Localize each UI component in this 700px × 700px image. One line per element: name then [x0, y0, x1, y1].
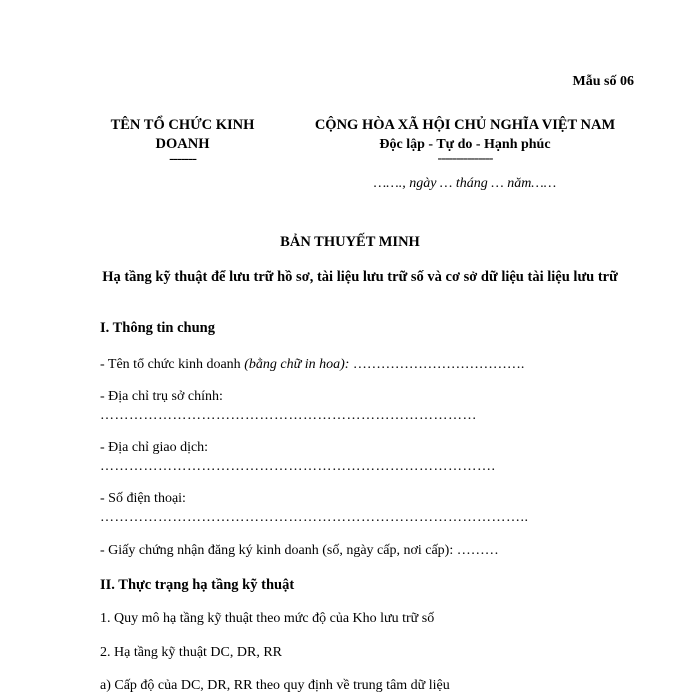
head-office-dots: ……………………………………………………………………: [100, 408, 477, 423]
business-name-dots: ……………………………….: [349, 357, 525, 372]
phone-label: - Số điện thoại:: [100, 491, 186, 506]
organization-underline: -------: [169, 151, 196, 167]
phone-dots: ……………………………………………………………………………..: [100, 510, 529, 525]
form-number: Mẫu số 06: [572, 74, 634, 89]
national-header: [295, 116, 635, 164]
transaction-address-dots: ……………………………………………………………………….: [100, 459, 496, 474]
section-heading-general-info: I. Thông tin chung: [100, 320, 215, 336]
organization-header: [105, 116, 260, 167]
business-name-hint: (bằng chữ in hoa):: [244, 357, 350, 372]
nation-underline: ---------------: [437, 151, 493, 166]
business-name-line: [100, 357, 524, 373]
organization-name: TÊN TỔ CHỨC KINH DOANH: [110, 117, 255, 152]
nation-motto: Độc lập - Tự do - Hạnh phúc: [379, 137, 551, 152]
head-office-label: - Địa chỉ trụ sở chính:: [100, 389, 223, 404]
section-heading-technical-infrastructure: II. Thực trạng hạ tầng kỹ thuật: [100, 577, 295, 593]
item-dc-dr-rr: 2. Hạ tầng kỹ thuật DC, DR, RR: [100, 645, 282, 660]
item-dc-dr-rr-level: a) Cấp độ của DC, DR, RR theo quy định về trung tâm dữ liệu: [100, 678, 450, 693]
document-subtitle: Hạ tầng kỹ thuật để lưu trữ hồ sơ, tài liệu lưu trữ số và cơ sở dữ liệu tài liệu lưu trữ: [102, 269, 618, 285]
document-title: BẢN THUYẾT MINH: [280, 234, 420, 250]
business-certificate-line: - Giấy chứng nhận đăng ký kinh doanh (số, ngày cấp, nơi cấp): ………: [100, 543, 499, 558]
transaction-address-label: - Địa chỉ giao dịch:: [100, 440, 209, 455]
item-infrastructure-scale: 1. Quy mô hạ tầng kỹ thuật theo mức độ của Kho lưu trữ số: [100, 611, 435, 626]
date-line: ……., ngày … tháng … năm……: [373, 176, 557, 191]
nation-name: CỘNG HÒA XÃ HỘI CHỦ NGHĨA VIỆT NAM: [314, 117, 616, 133]
business-name-label: - Tên tổ chức kinh doanh: [100, 357, 245, 372]
